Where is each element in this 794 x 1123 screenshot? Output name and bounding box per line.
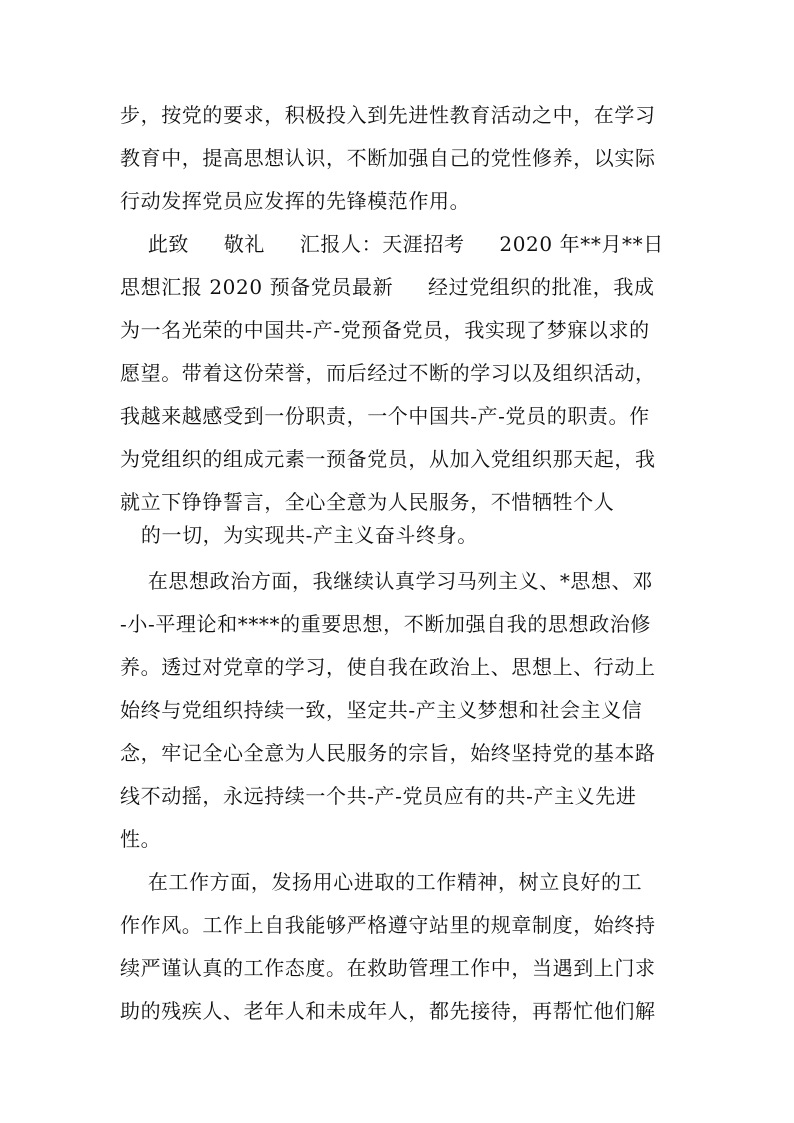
text-line: 的一切，为实现共-产主义奋斗终身。	[120, 523, 478, 547]
text-line: 念，牢记全心全意为人民服务的宗旨，始终坚持党的基本路	[120, 741, 656, 765]
text-line: 我越来越感受到一份职责，一个中国共-产-党员的职责。作	[120, 404, 650, 428]
paragraph-first-line: 在工作方面，发扬用心进取的工作精神，树立良好的工	[120, 870, 643, 894]
text-line: 助的残疾人、老年人和未成年人，都先接待，再帮忙他们解	[120, 999, 656, 1023]
text-line: 行动发挥党员应发挥的先锋模范作用。	[120, 189, 471, 213]
text-line: 续严谨认真的工作态度。在救助管理工作中，当遇到上门求	[120, 956, 656, 980]
text-line: 愿望。带着这份荣誉，而后经过不断的学习以及组织活动，	[120, 361, 656, 385]
text-line: 步，按党的要求，积极投入到先进性教育活动之中，在学习	[120, 103, 656, 127]
text-line: 为一名光荣的中国共-产-党预备党员，我实现了梦寐以求的	[120, 318, 650, 342]
text-line: 教育中，提高思想认识，不断加强自己的党性修养，以实际	[120, 146, 656, 170]
text-line: -小-平理论和****的重要思想，不断加强自我的思想政治修	[120, 612, 651, 636]
text-line: 始终与党组织持续一致，坚定共-产主义梦想和社会主义信	[120, 698, 643, 722]
text-line: 性。	[120, 827, 162, 851]
text-line: 思想汇报 2020 预备党员最新 经过党组织的批准，我成	[120, 275, 655, 299]
text-line: 养。透过对党章的学习，使自我在政治上、思想上、行动上	[120, 655, 656, 679]
text-line: 作作风。工作上自我能够严格遵守站里的规章制度，始终持	[120, 913, 656, 937]
text-line: 此致 敬礼 汇报人：天涯招考 2020 年**月**日	[120, 232, 664, 256]
text-line: 为党组织的组成元素一预备党员，从加入党组织那天起，我	[120, 447, 656, 471]
paragraph-first-line: 在思想政治方面，我继续认真学习马列主义、*思想、邓	[120, 569, 653, 593]
text-line: 就立下铮铮誓言，全心全意为人民服务，不惜牺牲个人	[120, 490, 615, 514]
text-line: 线不动摇，永远持续一个共-产-党员应有的共-产主义先进	[120, 784, 637, 808]
